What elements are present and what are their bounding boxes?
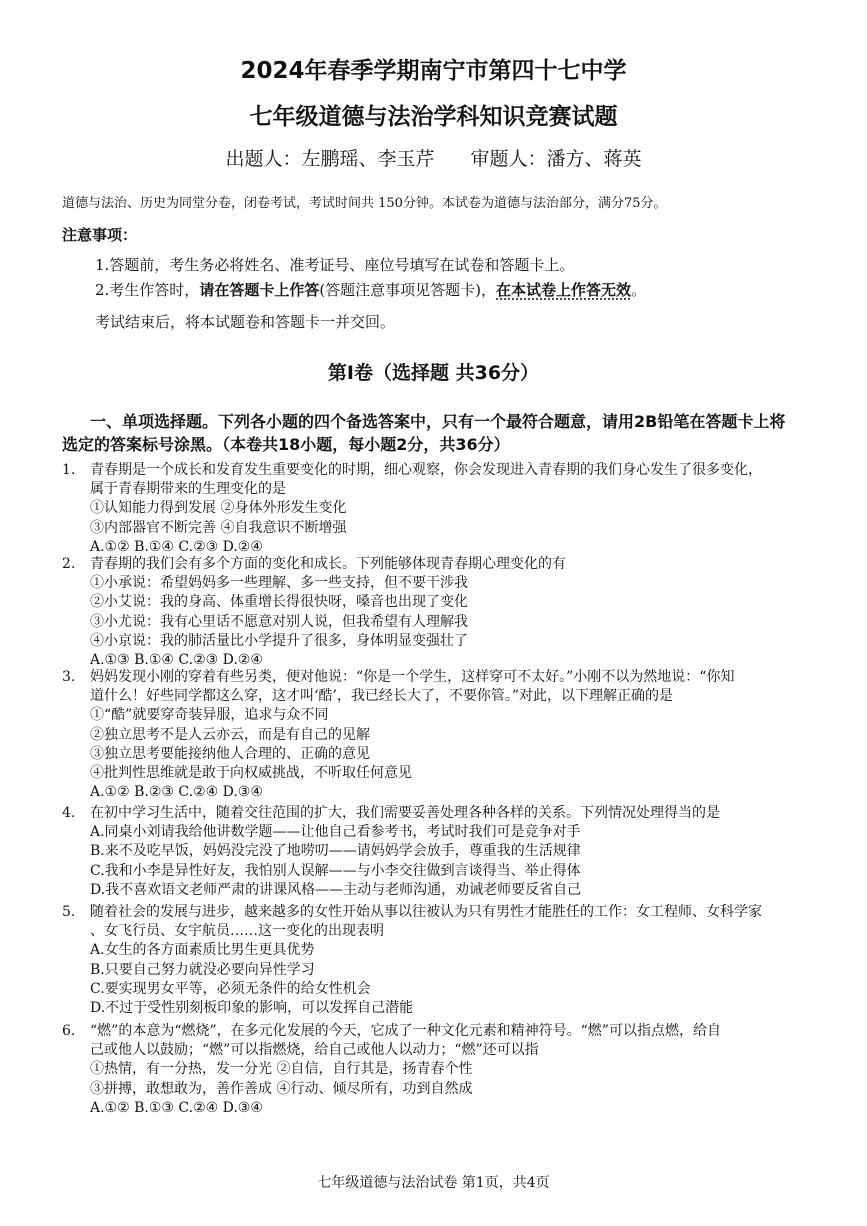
question-line: ①热情，有一分热，发一分光 ②自信，自行其是，扬青春个性 — [90, 1061, 473, 1078]
question-line: ①“酷”就要穿奇装异服，追求与众不同 — [90, 707, 329, 724]
question-line: D.我不喜欢语文老师严肃的讲课风格——主动与老师沟通，劝诫老师要反省自己 — [90, 881, 582, 898]
question-stem: 青春期是一个成长和发育发生重要变化的时期，细心观察，你会发现进入青春期的我们身心发生了很多变化， — [90, 462, 762, 478]
question-stem: 妈妈发现小刚的穿着有些另类，便对他说：“你是一个学生，这样穿可不太好。”小刚不以为然地说：“你知 — [90, 669, 735, 685]
question-stem: 随着社会的发展与进步，越来越多的女性开始从事以往被认为只有男性才能胜任的工作：女工程师、女科学家 — [90, 904, 762, 920]
notice-item-2: 2.考生作答时，请在答题卡上作答(答题注意事项见答题卡)，在本试卷上作答无效。 — [95, 281, 647, 299]
question-number: 1. — [62, 462, 76, 478]
question-line: A.①③ B.①④ C.②③ D.②④ — [90, 652, 263, 668]
section-heading-line1: 一、单项选择题。下列各小题的四个备选答案中，只有一个最符合题意，请用2B铅笔在答题卡上将 — [90, 412, 786, 431]
section-heading-line2: 选定的答案标号涂黑。（本卷共18小题，每小题2分，共36分） — [62, 435, 510, 454]
question-stem: “燃”的本意为“燃烧”，在多元化发展的今天，它成了一种文化元素和精神符号。“燃”可以指点燃，给自 — [90, 1023, 721, 1039]
question-number: 4. — [62, 805, 76, 821]
question-line: C.要实现男女平等，必须无条件的给女性机会 — [90, 980, 371, 997]
question-stem: 青春期的我们会有多个方面的变化和成长。下列能够体现青春期心理变化的有 — [90, 556, 566, 572]
notice-item-1: 1.答题前，考生务必将姓名、准考证号、座位号填写在试卷和答题卡上。 — [95, 256, 575, 274]
question-line: C.我和小李是异性好友，我怕别人误解——与小李交往做到言谈得当、举止得体 — [90, 862, 581, 879]
question-line: ②独立思考不是人云亦云，而是有自己的见解 — [90, 726, 370, 743]
setters: 出题人：左鹏瑶、李玉芹 — [225, 148, 435, 170]
question-line: A.①② B.①③ C.②④ D.③④ — [90, 1099, 263, 1116]
question-line: B.只要自己努力就没必要向异性学习 — [90, 961, 315, 978]
notice-heading: 注意事项： — [62, 226, 138, 244]
question-line: D.不过于受性别刻板印象的影响，可以发挥自己潜能 — [90, 1000, 414, 1016]
part-title: 第Ⅰ卷（选择题 共36分） — [327, 362, 540, 384]
question-line: ①认知能力得到发展 ②身体外形发生变化 — [90, 500, 347, 517]
question-line: ③独立思考要能接纳他人合理的、正确的意见 — [90, 745, 370, 762]
exam-instructions: 道德与法治、历史为同堂分卷，闭卷考试，考试时间共 150分钟。本试卷为道德与法治部分，满分75分。 — [62, 196, 667, 211]
question-line: A.女生的各方面素质比男生更具优势 — [90, 942, 315, 959]
question-line: A.同桌小刘请我给他讲数学题——让他自己看参考书，考试时我们可是竞争对手 — [90, 824, 581, 841]
question-number: 3. — [62, 669, 76, 685]
question-line: 、女飞行员、女宇航员……这一变化的出现表明 — [90, 923, 384, 940]
notice-item-3: 考试结束后，将本试题卷和答题卡一并交回。 — [95, 313, 396, 331]
page-footer: 七年级道德与法治试卷 第1页，共4页 — [317, 1175, 550, 1191]
question-line: ④批判性思维就是敢于向权威挑战，不听取任何意见 — [90, 765, 412, 781]
exam-title-line1: 2024年春季学期南宁市第四十七中学 — [240, 58, 627, 84]
question-number: 5. — [62, 904, 76, 920]
question-line: A.①② B.①④ C.②③ D.②④ — [90, 538, 263, 555]
question-line: ①小承说：希望妈妈多一些理解、多一些支持，但不要干涉我 — [90, 575, 468, 592]
question-line: ③小尤说：我有心里话不愿意对别人说，但我希望有人理解我 — [90, 613, 468, 630]
question-line: ③内部器官不断完善 ④自我意识不断增强 — [90, 519, 347, 536]
question-line: 属于青春期带来的生理变化的是 — [90, 481, 286, 498]
question-line: 道什么！好些同学都这么穿，这才叫‘酷’，我已经长大了，不要你管。”对此，以下理解正确的是 — [90, 688, 674, 705]
question-line: 己或他人以鼓励；“燃”可以指燃烧，给自己或他人以动力；“燃”还可以指 — [90, 1042, 539, 1059]
question-number: 6. — [62, 1023, 76, 1039]
authors-line — [0, 144, 867, 171]
question-line: ③拼搏，敢想敢为，善作善成 ④行动、倾尽所有，功到自然成 — [90, 1080, 473, 1097]
question-stem: 在初中学习生活中，随着交往范围的扩大，我们需要妥善处理各种各样的关系。下列情况处理得当的是 — [90, 805, 720, 821]
question-line: B.来不及吃早饭，妈妈没完没了地唠叨——请妈妈学会放手，尊重我的生活规律 — [90, 843, 581, 860]
reviewers: 审题人：潘方、蒋英 — [470, 148, 642, 170]
question-line: ②小艾说：我的身高、体重增长得很快呀，嗓音也出现了变化 — [90, 594, 468, 611]
question-number: 2. — [62, 556, 76, 572]
question-line: A.①② B.②③ C.②④ D.③④ — [90, 784, 263, 801]
question-line: ④小京说：我的肺活量比小学提升了很多，身体明显变强壮了 — [90, 632, 468, 649]
exam-title-line2: 七年级道德与法治学科知识竞赛试题 — [249, 104, 618, 130]
